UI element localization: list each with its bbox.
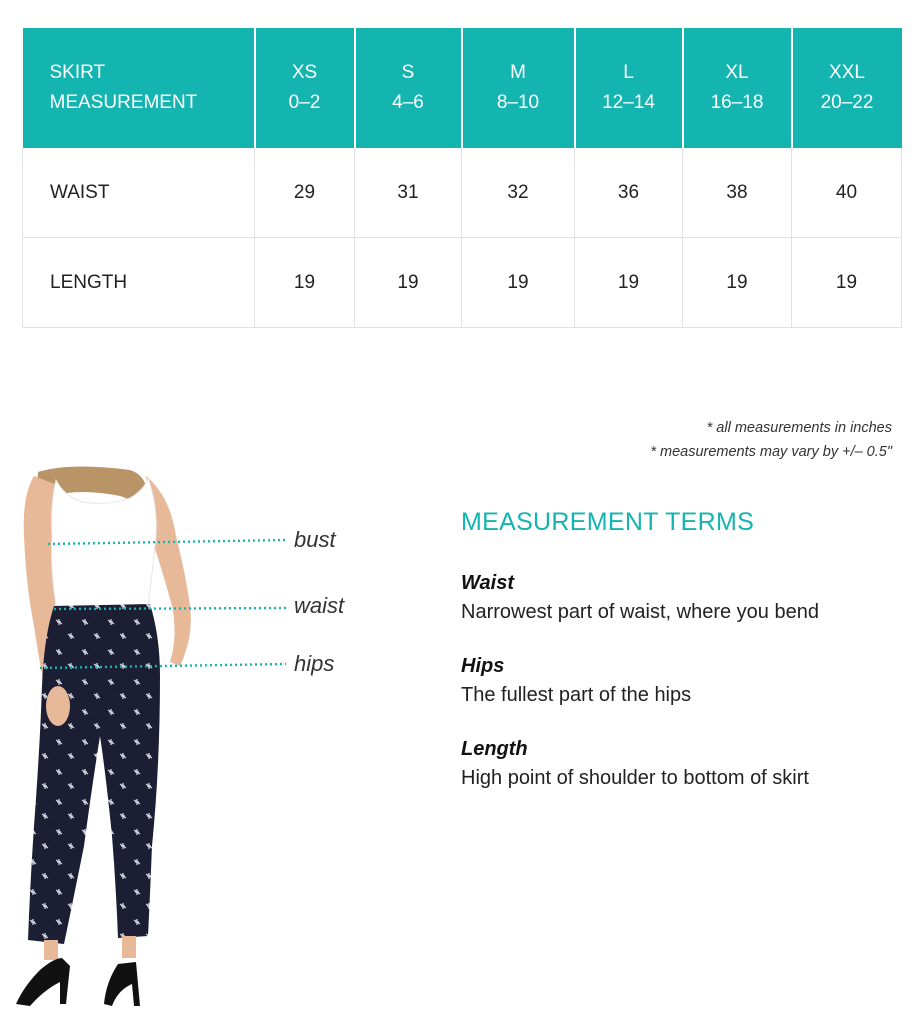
- header-label-line: SKIRT: [49, 62, 106, 83]
- size-range: 12–14: [602, 92, 655, 113]
- left-shoe: [16, 958, 70, 1006]
- size-name: L: [623, 62, 634, 83]
- table-cell: 19: [462, 238, 575, 328]
- table-cell: 19: [792, 238, 902, 328]
- table-row-waist: [23, 148, 902, 238]
- table-cell: 40: [792, 148, 902, 238]
- measurement-notes: [650, 416, 892, 464]
- note-inches: * all measurements in inches: [706, 420, 892, 436]
- note-variance: * measurements may vary by +/– 0.5ʺ: [650, 444, 892, 460]
- size-header-xs: [255, 28, 355, 148]
- size-range: 8–10: [496, 92, 540, 113]
- size-name: S: [401, 62, 415, 83]
- term-name: Length: [461, 738, 528, 760]
- size-header-l: [575, 28, 683, 148]
- table-row-length: [23, 238, 902, 328]
- left-hand: [46, 686, 70, 726]
- table-cell: 19: [683, 238, 792, 328]
- table-cell: 38: [683, 148, 792, 238]
- size-chart-table: [22, 28, 902, 328]
- term-description: The fullest part of the hips: [461, 684, 692, 706]
- term-description: Narrowest part of waist, where you bend: [461, 601, 819, 623]
- row-label: LENGTH: [23, 238, 255, 328]
- term-hips: [461, 652, 901, 710]
- size-header-xxl: [792, 28, 902, 148]
- term-name: Hips: [461, 655, 505, 677]
- measurement-terms: [461, 508, 901, 818]
- right-shoe: [104, 962, 140, 1006]
- hips-label: hips: [294, 651, 335, 676]
- table-cell: 29: [255, 148, 355, 238]
- size-range: 4–6: [392, 92, 424, 113]
- term-description: High point of shoulder to bottom of skirt: [461, 767, 809, 789]
- table-cell: 19: [575, 238, 683, 328]
- term-waist: [461, 569, 901, 627]
- terms-heading: MEASUREMENT TERMS: [461, 508, 755, 536]
- size-header-xl: [683, 28, 792, 148]
- size-name: XL: [725, 62, 749, 83]
- table-cell: 19: [355, 238, 462, 328]
- row-label: WAIST: [23, 148, 255, 238]
- size-range: 0–2: [288, 92, 321, 113]
- size-name: XXL: [829, 62, 865, 83]
- size-header-m: [462, 28, 575, 148]
- table-cell: 36: [575, 148, 683, 238]
- size-name: M: [510, 62, 526, 83]
- header-label-line: MEASUREMENT: [49, 92, 198, 113]
- header-label: [23, 28, 255, 148]
- table-cell: 31: [355, 148, 462, 238]
- term-length: [461, 735, 901, 793]
- waist-label: waist: [294, 593, 345, 618]
- model-figure: [0, 466, 380, 1016]
- table-cell: 19: [255, 238, 355, 328]
- table-cell: 32: [462, 148, 575, 238]
- pants: [28, 604, 160, 944]
- table-header-row: [23, 28, 902, 148]
- bust-label: bust: [294, 527, 336, 552]
- size-name: XS: [291, 62, 318, 83]
- size-range: 16–18: [710, 92, 764, 113]
- size-range: 20–22: [820, 92, 874, 113]
- term-name: Waist: [461, 572, 514, 594]
- size-header-s: [355, 28, 462, 148]
